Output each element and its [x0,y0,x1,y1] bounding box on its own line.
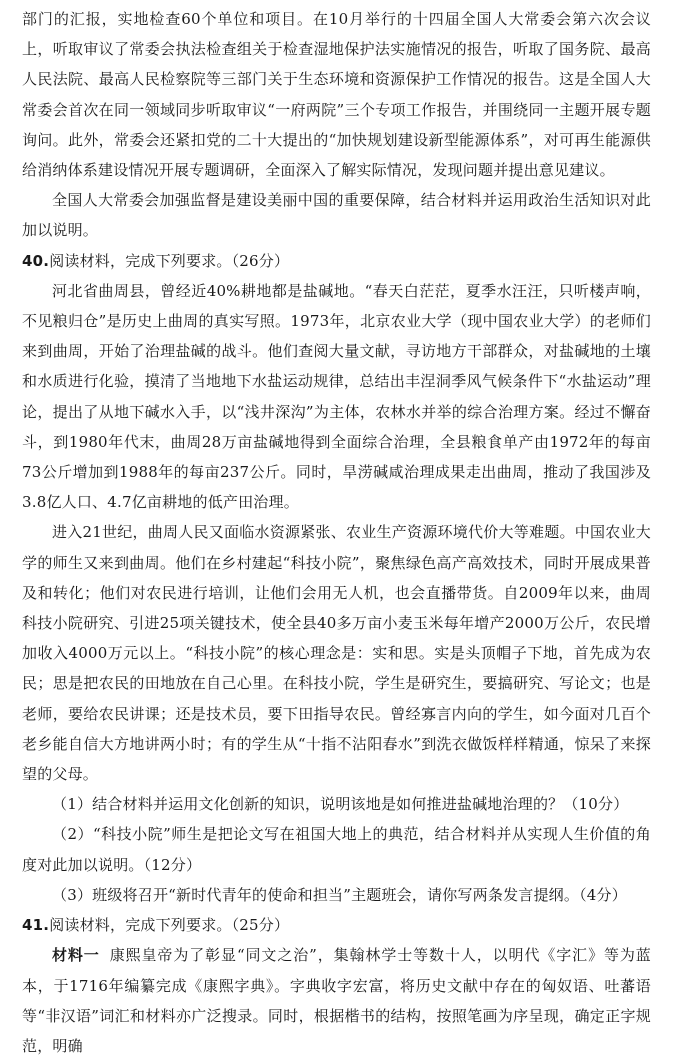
q41-material-label: 材料一 [52,946,100,965]
q40-subquestion-3: （3）班级将召开“新时代青年的使命和担当”主题班会，请你写两条发言提纲。（4分） [52,885,627,904]
question-40-heading [22,246,651,276]
q41-material-text: 康熙皇帝为了彰显“同文之治”，集翰林学士等数十人，以明代《字汇》等为蓝本，于1716年编纂完成《康熙字典》。字典收字宏富，将历史文献中存在的匈奴语、吐蕃语等“非汉语”词汇和材料亦广泛搜录。同时，根据楷书的结构，按照笔画为序呈现，确定正字规范，明确 [22,946,651,1055]
question-41-instruction: 阅读材料，完成下列要求。（25分） [49,916,290,935]
question-41-heading [22,910,651,940]
q40-subquestion-2: （2）“科技小院”师生是把论文写在祖国大地上的典范，结合材料并从实现人生价值的角度对此加以说明。（12分） [22,825,651,874]
q40-material-paragraph-2: 进入21世纪，曲周人民又面临水资源紧张、农业生产资源环境代价大等难题。中国农业大学的师生又来到曲周。他们在乡村建起“科技小院”，聚焦绿色高产高效技术，同时开展成果普及和转化；他们对农民进行培训，让他们会用无人机，也会直播带货。自2009年以来，曲周科技小院研究、引进25项关键技术，使全县40多万亩小麦玉米每年增产2000万公斤，农民增加收入4000万元以上。“科技小院”的核心理念是：实和思。实是头顶帽子下地，首先成为农民；思是把农民的田地放在自己心里。在科技小院，学生是研究生，要搞研究、写论文；也是老师，要给农民讲课；还是技术员，要下田指导农民。曾经寡言内向的学生，如今面对几百个老乡能自信大方地讲两小时；有的学生从“十指不沾阳春水”到洗衣做饭样样精通，惊呆了来探望的父母。 [22,523,651,784]
question-40-instruction: 阅读材料，完成下列要求。（26分） [49,251,290,270]
question-40-number: 40. [22,251,50,270]
question-41-number: 41. [22,916,50,935]
paragraph-npc-report: 部门的汇报，实地检查60个单位和项目。在10月举行的十四届全国人大常委会第六次会议上，听取审议了常委会执法检查组关于检查湿地保护法实施情况的报告，听取了国务院、最高人民法院、最高人民检察院等三部门关于生态环境和资源保护工作情况的报告。这是全国人大常委会首次在同一领域同步听取审议“一府两院”三个专项工作报告，并围绕同一主题开展专题询问。此外，常委会还紧扣党的二十大提出的“加快规划建设新型能源体系”，对可再生能源供给消纳体系建设情况开展专题调研，全面深入了解实际情况，发现问题并提出意见建议。 [22,10,651,180]
q41-material-1 [22,940,651,1061]
q40-material-paragraph-1: 河北省曲周县，曾经近40%耕地都是盐碱地。“春天白茫茫，夏季水汪汪，只听楼声响，不见粮归仓”是历史上曲周的真实写照。1973年，北京农业大学（现中国农业大学）的老师们来到曲周，开始了治理盐碱的战斗。他们查阅大量文献，寻访地方干部群众，对盐碱地的土壤和水质进行化验，摸清了当地地下水盐运动规律，总结出丰涅洞季风气候条件下“水盐运动”理论，提出了从地下碱水入手，以“浅井深沟”为主体，农林水并举的综合治理方案。经过不懈奋斗，到1980年代末，曲周28万亩盐碱地得到全面综合治理，全县粮食单产由1972年的每亩73公斤增加到1988年的每亩237公斤。同时，旱涝碱咸治理成果走出曲周，推动了我国涉及3.8亿人口、4.7亿亩耕地的低产田治理。 [22,281,651,512]
q40-subquestion-1: （1）结合材料并运用文化创新的知识，说明该地是如何推进盐碱地治理的？（10分） [52,795,629,814]
question-39-prompt: 全国人大常委会加强监督是建设美丽中国的重要保障，结合材料并运用政治生活知识对此加以说明。 [22,191,651,240]
